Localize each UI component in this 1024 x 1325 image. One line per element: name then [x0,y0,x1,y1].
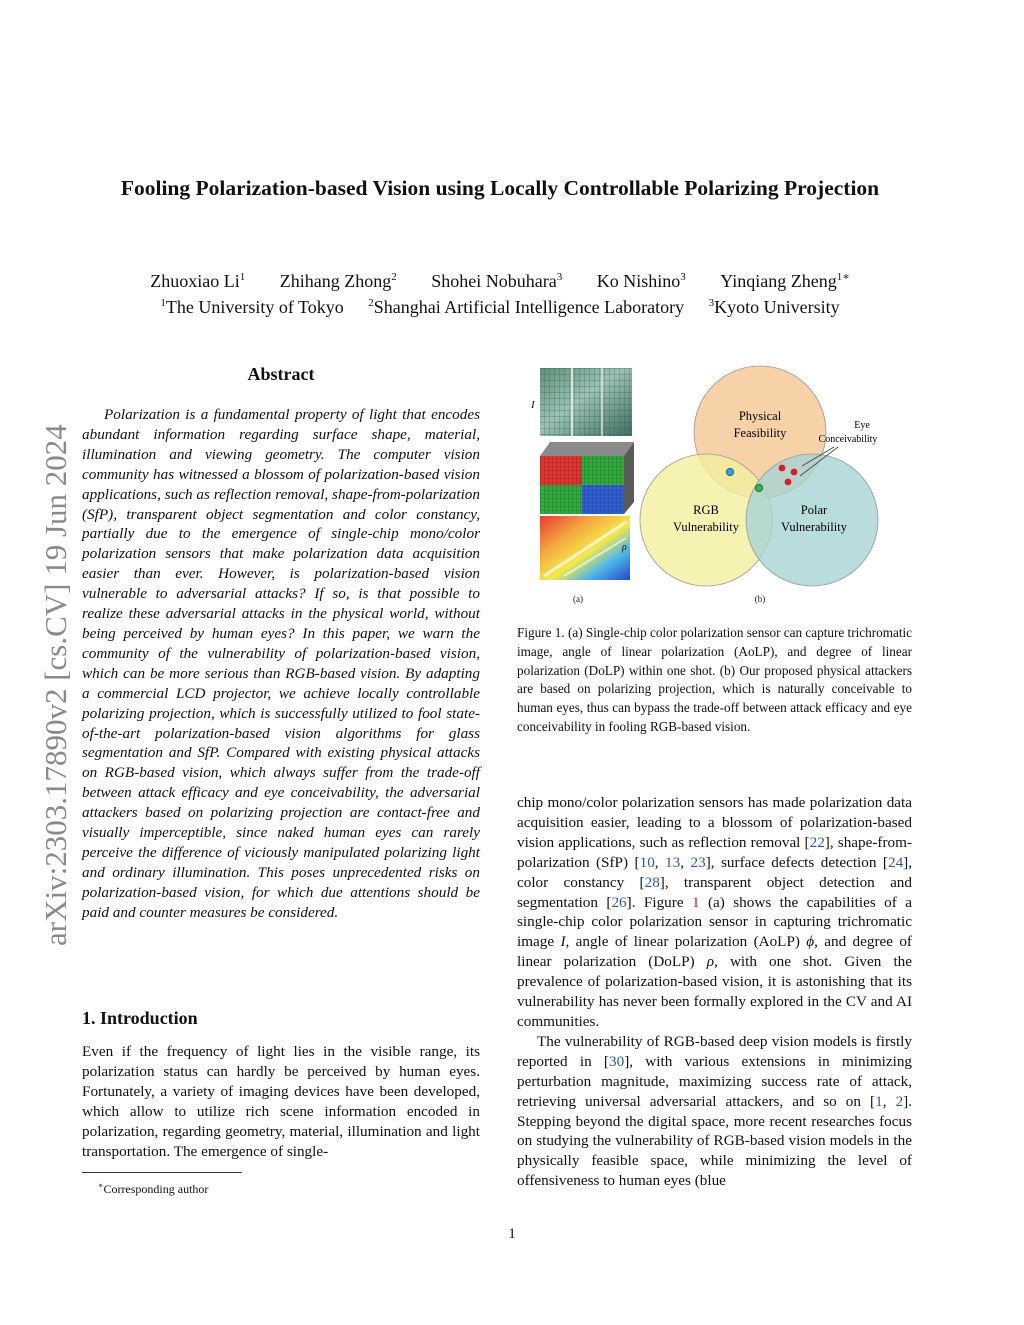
citation-23[interactable]: 23 [690,853,706,871]
affiliation-2: $^2$Shanghai Artificial Intelligence Laboratory [368,297,685,317]
citation-22[interactable]: 22 [809,833,825,851]
venn-rgb-label-2: Vulnerability [673,520,739,534]
venn-polar-label-1: Polar [800,503,828,517]
citation-13[interactable]: 13 [665,853,681,871]
figure-1a-sensor-cube [540,442,634,514]
venn-blue-dot [726,468,733,475]
figure-1a-caption-label: (a) [573,594,583,604]
venn-physical-label-2: Feasibility [733,426,787,440]
page-number: 1 [508,1226,516,1242]
footnote-rule [82,1172,242,1173]
citation-24[interactable]: 24 [887,853,904,871]
figure-1a-rgb-image [530,368,632,436]
footnote: ∗Corresponding author [98,1181,209,1196]
venn-physical-label-1: Physical [738,409,782,423]
figure-1a-label-rho: ρ [622,542,627,553]
paper-title: Fooling Polarization-based Vision using Locally Controllable Polarizing Projection [120,176,880,200]
venn-red-dot-1 [779,465,786,472]
affiliation-3: $^3$Kyoto University [708,297,840,317]
introduction-heading: 1. Introduction [82,1008,198,1028]
right-paragraph-1: chip mono/color polarization sensors has made polarization data acquisition easier, leading to a blossom of polarization-based vision applications, such as reflection removal [22], shape-from-polarization (SfP) [10, 13, 23], surface defects detection [24], color constancy [28], transparent object detection and segmentation [26]. Figure 1 (a) shows the capabilities of a single-chip color polarization sensor in capturing trichromatic image I, angle of linear polarization (AoLP) ϕ, and degree of linear polarization (DoLP) ρ, with one shot. Given the prevalence of polarization-based vision, it is astonishing that its vulnerability has never been formally explored in the CV and AI communities. [517,794,913,1030]
author-5: Yinqiang Zheng$^{1∗}$ [720,271,850,291]
venn-rgb-label-1: RGB [693,503,719,517]
author-1: Zhuoxiao Li$^1$ [150,271,246,291]
figure-1 [524,362,916,608]
affiliation-1: $^1$The University of Tokyo [160,297,344,317]
venn-eye-label-2: Conceivability [818,434,878,445]
citation-28[interactable]: 28 [644,873,660,891]
citation-26[interactable]: 26 [611,893,627,911]
right-paragraph-2: The vulnerability of RGB-based deep vision models is firstly reported in [30], with various extensions in minimizing perturbation magnitude, maximizing success rate of attack, retrieving universal adversarial attackers, and so on [1, 2]. Stepping beyond the digital space, more recent researches focus on studying the vulnerability of RGB-based vision models in the physically feasible space, while minimizing the level of offensiveness to human eyes (blue [517,1032,913,1190]
author-block [60,268,940,320]
abstract-text: Polarization is a fundamental property of light that encodes abundant information regarding surface shape, material, illumination and viewing geometry. The computer vision community has witnessed a blossom of polarization-based vision applications, such as reflection removal, shape-from-polarization (SfP), transparent object segmentation and color constancy, partially due to the emergence of single-chip mono/color polarization sensors that make polarization data acquisition easier than ever. However, is polarization-based vision vulnerable to adversarial attacks? If so, is that possible to realize these adversarial attacks in the physical world, without being perceived by human eyes? In this paper, we warn the community of the vulnerability of polarization-based vision, which can be more serious than RGB-based vision. By adapting a commercial LCD projector, we achieve locally controllable polarizing projection, which is successfully utilized to fool state-of-the-art polarization-based vision algorithms for glass segmentation and SfP. Compared with existing physical attacks on RGB-based vision, which always suffer from the trade-off between attack efficacy and eye conceivability, the adversarial attackers based on polarizing projection are contact-free and visually imperceptible, since naked human eyes can rarely perceive the difference of viciously manipulated polarizing light and ordinary illumination. This poses unprecedented risks on polarization-based vision, for which due attentions should be paid and counter measures be considered. [82,406,480,921]
venn-red-dot-2 [791,469,798,476]
venn-polar-label-2: Vulnerability [781,520,847,534]
figure-1-caption: Figure 1. (a) Single-chip color polarization sensor can capture trichromatic image, angle of linear polarization (AoLP), and degree of linear polarization (DoLP) within one shot. (b) Our proposed physical attackers are based on polarizing projection, which is naturally conceivable to human eyes, thus can bypass the trade-off between attack efficacy and eye conceivability in fooling RGB-based vision. [517,625,912,734]
abstract-heading: Abstract [247,364,315,384]
author-3: Shohei Nobuhara$^3$ [431,271,563,291]
figure-1-reference[interactable]: 1 [691,893,700,911]
venn-green-dot [755,484,762,491]
author-2: Zhihang Zhong$^2$ [279,271,397,291]
figure-1a-label-i: I [531,399,535,411]
figure-1a-dolp-map [540,516,630,580]
right-column-text [517,793,912,1191]
figure-1b-caption-label: (b) [754,594,766,604]
venn-eye-label-1: Eye [854,420,870,431]
citation-1[interactable]: 1 [875,1092,883,1110]
citation-10[interactable]: 10 [639,853,655,871]
author-list [60,268,940,294]
introduction-text: Even if the frequency of light lies in the visible range, its polarization status can hardly be perceived by human eyes. Fortunately, a variety of imaging devices have been developed, which allow to utilize rich scene information encoded in polarization, regarding geometry, material, illumination and light transportation. The emergence of single- [82,1043,480,1160]
author-4: Ko Nishino$^3$ [596,271,686,291]
citation-30[interactable]: 30 [609,1052,625,1070]
arxiv-identifier: arXiv:2303.17890v2 [cs.CV] 19 Jun 2024 [38,424,73,946]
figure-1b-venn [640,366,878,586]
venn-red-dot-3 [785,479,792,486]
affiliation-list [60,294,940,320]
citation-2[interactable]: 2 [895,1092,904,1110]
